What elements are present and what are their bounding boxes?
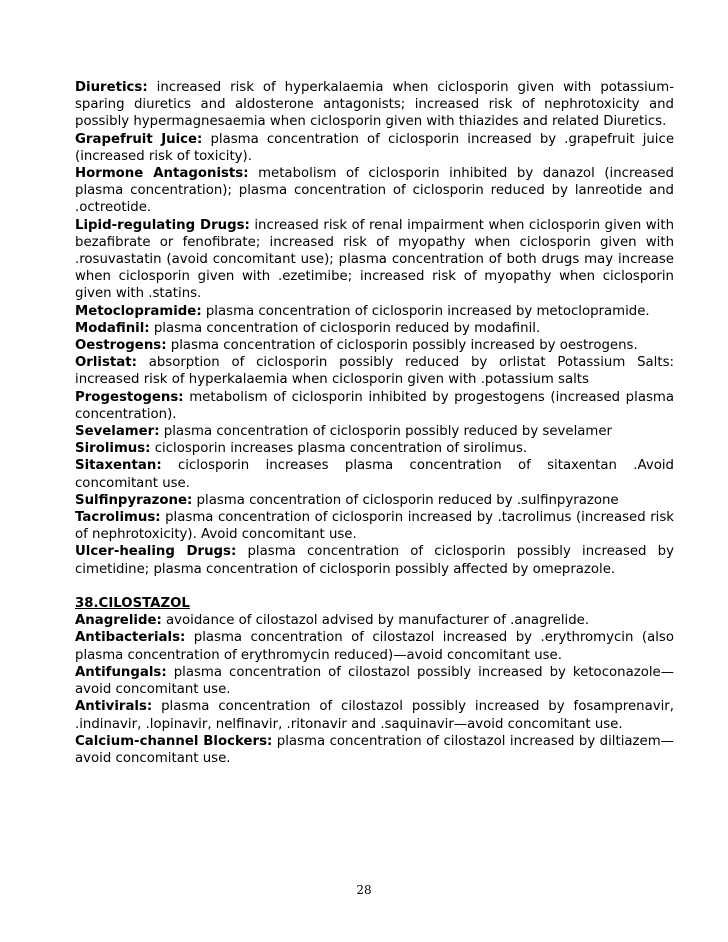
interaction-entry bbox=[75, 440, 674, 457]
drug-class-name: Sirolimus: bbox=[75, 441, 151, 457]
interaction-entry bbox=[75, 389, 674, 423]
drug-class-name: Antifungals: bbox=[75, 664, 167, 680]
interaction-text: metabolism of ciclosporin inhibited by progestogens (increased plasma concentration). bbox=[75, 389, 674, 422]
interaction-text: plasma concentration of cilostazol possibly increased by ketoconazole—avoid concomitant use. bbox=[75, 664, 674, 698]
interaction-text: plasma concentration of cilostazol increased by diltiazem—avoid concomitant use. bbox=[75, 733, 674, 766]
interaction-entry bbox=[75, 664, 674, 698]
interaction-entry bbox=[75, 79, 674, 131]
interaction-text: ciclosporin increases plasma concentration of sitaxentan .Avoid concomitant use. bbox=[75, 458, 674, 491]
interaction-entry bbox=[75, 698, 674, 732]
drug-class-name: Anagrelide: bbox=[75, 613, 162, 629]
interaction-text: plasma concentration of ciclosporin reduced by modafinil. bbox=[149, 320, 541, 336]
interaction-entry bbox=[75, 337, 674, 354]
drug-class-name: Diuretics: bbox=[75, 80, 148, 95]
drug-class-name: Modafinil: bbox=[75, 320, 150, 336]
interaction-text: increased risk of renal impairment when ciclosporin given with bezafibrate or fenofibrate; increased risk of myopathy when ciclosporin given with .rosuvastatin (avoid concomitant use); plasma concentration of both drugs may increase when ciclosporin given with .ezetimibe; increased risk of myopathy when ciclosporin given with .statins. bbox=[75, 217, 674, 302]
drug-class-name: Sulfinpyrazone: bbox=[75, 492, 193, 508]
interaction-entry bbox=[75, 131, 674, 165]
interaction-text: increased risk of hyperkalaemia when ciclosporin given with potassium-sparing diuretics and aldosterone antagonists; increased risk of nephrotoxicity and possibly hypermagnesaemia when ciclosporin given with thiazides and related Diuretics. bbox=[75, 80, 674, 130]
interaction-text: ciclosporin increases plasma concentration of sirolimus. bbox=[150, 441, 528, 457]
interaction-text: plasma concentration of ciclosporin increased by .grapefruit juice (increased risk of toxicity). bbox=[75, 131, 674, 164]
interaction-text: absorption of ciclosporin possibly reduced by orlistat Potassium Salts: increased risk of hyperkalaemia when ciclosporin given with .potassium salts bbox=[75, 355, 674, 388]
interaction-text: plasma concentration of ciclosporin increased by metoclopramide. bbox=[201, 303, 650, 319]
interaction-entry bbox=[75, 457, 674, 491]
drug-class-name: Metoclopramide: bbox=[75, 303, 202, 319]
interaction-entry bbox=[75, 354, 674, 388]
drug-class-name: Progestogens: bbox=[75, 389, 184, 405]
page-number: 28 bbox=[356, 883, 372, 897]
interaction-text: plasma concentration of ciclosporin reduced by .sulfinpyrazone bbox=[192, 492, 619, 508]
interaction-text: plasma concentration of ciclosporin possibly reduced by sevelamer bbox=[159, 424, 613, 440]
interaction-text: plasma concentration of ciclosporin possibly increased by cimetidine; plasma concentration of ciclosporin possibly affected by omeprazole. bbox=[75, 544, 674, 577]
interaction-entry bbox=[75, 733, 674, 767]
drug-class-name: Lipid-regulating Drugs: bbox=[75, 217, 250, 233]
interaction-entry bbox=[75, 423, 674, 440]
interaction-text: plasma concentration of ciclosporin possibly increased by oestrogens. bbox=[166, 338, 638, 354]
interaction-entry bbox=[75, 217, 674, 303]
section-heading: 38.CILOSTAZOL bbox=[75, 596, 190, 612]
interaction-text: plasma concentration of ciclosporin increased by .tacrolimus (increased risk of nephrotoxicity). Avoid concomitant use. bbox=[75, 510, 674, 543]
interaction-entry bbox=[75, 303, 674, 320]
drug-class-name: Grapefruit Juice: bbox=[75, 131, 203, 147]
interaction-entry bbox=[75, 492, 674, 509]
drug-class-name: Hormone Antagonists: bbox=[75, 166, 249, 182]
interaction-text: plasma concentration of cilostazol increased by .erythromycin (also plasma concentration of erythromycin reduced)—avoid concomitant use. bbox=[75, 630, 674, 663]
section-spacer bbox=[75, 578, 674, 595]
drug-class-name: Sitaxentan: bbox=[75, 458, 162, 474]
document-page bbox=[75, 79, 674, 767]
drug-class-name: Ulcer-healing Drugs: bbox=[75, 544, 237, 560]
drug-class-name: Orlistat: bbox=[75, 355, 137, 371]
interaction-entry bbox=[75, 629, 674, 663]
interaction-entry bbox=[75, 612, 674, 629]
interaction-text: plasma concentration of cilostazol possibly increased by fosamprenavir, .indinavir, .lopinavir, nelfinavir, .ritonavir and .saquinavir—avoid concomitant use. bbox=[75, 699, 674, 732]
interaction-text: avoidance of cilostazol advised by manufacturer of .anagrelide. bbox=[161, 613, 590, 629]
interaction-entry bbox=[75, 543, 674, 577]
drug-class-name: Oestrogens: bbox=[75, 338, 167, 354]
interaction-entry bbox=[75, 165, 674, 217]
interaction-entry bbox=[75, 509, 674, 543]
interaction-text: metabolism of ciclosporin inhibited by danazol (increased plasma concentration); plasma concentration of ciclosporin reduced by lanreotide and .octreotide. bbox=[75, 166, 674, 216]
interaction-entry bbox=[75, 320, 674, 337]
drug-class-name: Calcium-channel Blockers: bbox=[75, 733, 273, 749]
drug-class-name: Tacrolimus: bbox=[75, 510, 161, 526]
drug-class-name: Sevelamer: bbox=[75, 424, 160, 440]
drug-class-name: Antivirals: bbox=[75, 699, 153, 715]
drug-class-name: Antibacterials: bbox=[75, 630, 186, 646]
